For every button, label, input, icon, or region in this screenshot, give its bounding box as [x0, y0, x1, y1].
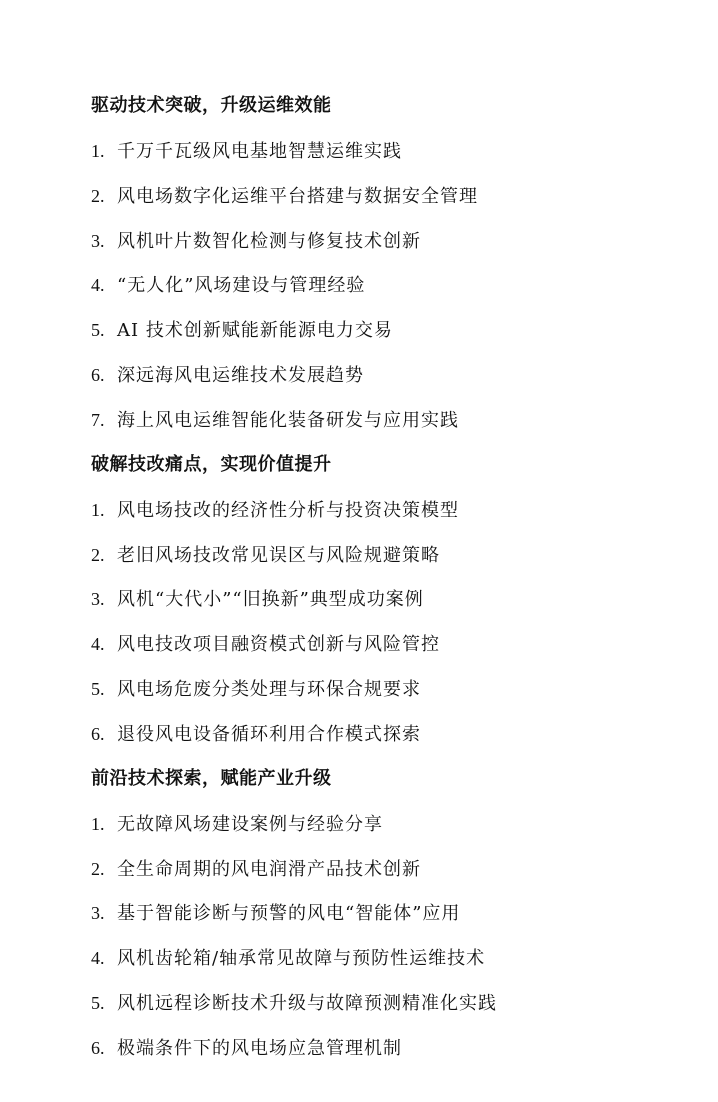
- list-item: [91, 812, 383, 837]
- item-text: 老旧风场技改常见误区与风险规避策略: [117, 545, 440, 566]
- item-number: 1.: [91, 141, 105, 161]
- item-number: 1.: [91, 500, 105, 520]
- item-number: 3.: [91, 231, 105, 251]
- list-item: [91, 543, 440, 568]
- item-number: 6.: [91, 724, 105, 744]
- list-item: [91, 273, 365, 298]
- item-text: 风机齿轮箱/轴承常见故障与预防性运维技术: [117, 948, 486, 969]
- item-text: 全生命周期的风电润滑产品技术创新: [117, 859, 421, 880]
- item-text: 风机远程诊断技术升级与故障预测精准化实践: [117, 993, 497, 1014]
- list-item: [91, 139, 402, 164]
- item-text: 海上风电运维智能化装备研发与应用实践: [117, 410, 459, 431]
- item-number: 1.: [91, 814, 105, 834]
- item-number: 2.: [91, 545, 105, 565]
- item-number: 2.: [91, 859, 105, 879]
- section-heading-2: 破解技改痛点，实现价值提升: [91, 454, 332, 475]
- item-number: 4.: [91, 948, 105, 968]
- list-item: [91, 1036, 402, 1061]
- item-text: 风电场危废分类处理与环保合规要求: [117, 679, 421, 700]
- item-text: “无人化”风场建设与管理经验: [117, 275, 366, 296]
- item-text: 风机“大代小”“旧换新”典型成功案例: [117, 589, 424, 610]
- item-text: 无故障风场建设案例与经验分享: [117, 814, 383, 835]
- list-item: [91, 991, 497, 1016]
- item-text: 风机叶片数智化检测与修复技术创新: [117, 231, 421, 252]
- list-item: [91, 408, 459, 433]
- item-number: 2.: [91, 186, 105, 206]
- item-text: 退役风电设备循环利用合作模式探索: [117, 724, 421, 745]
- list-item: [91, 632, 440, 657]
- item-number: 4.: [91, 634, 105, 654]
- list-item: [91, 184, 478, 209]
- list-item: [91, 857, 421, 882]
- list-item: [91, 946, 485, 971]
- list-item: [91, 901, 460, 926]
- item-number: 7.: [91, 410, 105, 430]
- section-heading-1: 驱动技术突破，升级运维效能: [91, 95, 332, 116]
- list-item: [91, 722, 421, 747]
- item-text: AI 技术创新赋能新能源电力交易: [117, 320, 393, 341]
- item-number: 5.: [91, 320, 105, 340]
- item-number: 5.: [91, 679, 105, 699]
- list-item: [91, 498, 459, 523]
- list-item: [91, 587, 424, 612]
- item-text: 风电技改项目融资模式创新与风险管控: [117, 634, 440, 655]
- item-text: 风电场数字化运维平台搭建与数据安全管理: [117, 186, 478, 207]
- item-number: 3.: [91, 589, 105, 609]
- item-text: 基于智能诊断与预警的风电“智能体”应用: [117, 903, 461, 924]
- list-item: [91, 677, 421, 702]
- item-number: 5.: [91, 993, 105, 1013]
- section-heading-3: 前沿技术探索，赋能产业升级: [91, 768, 332, 789]
- item-number: 6.: [91, 365, 105, 385]
- item-number: 4.: [91, 275, 105, 295]
- item-text: 深远海风电运维技术发展趋势: [117, 365, 364, 386]
- item-text: 千万千瓦级风电基地智慧运维实践: [117, 141, 402, 162]
- list-item: [91, 363, 364, 388]
- list-item: [91, 229, 421, 254]
- item-text: 风电场技改的经济性分析与投资决策模型: [117, 500, 459, 521]
- item-text: 极端条件下的风电场应急管理机制: [117, 1038, 402, 1059]
- item-number: 6.: [91, 1038, 105, 1058]
- item-number: 3.: [91, 903, 105, 923]
- list-item: [91, 318, 393, 343]
